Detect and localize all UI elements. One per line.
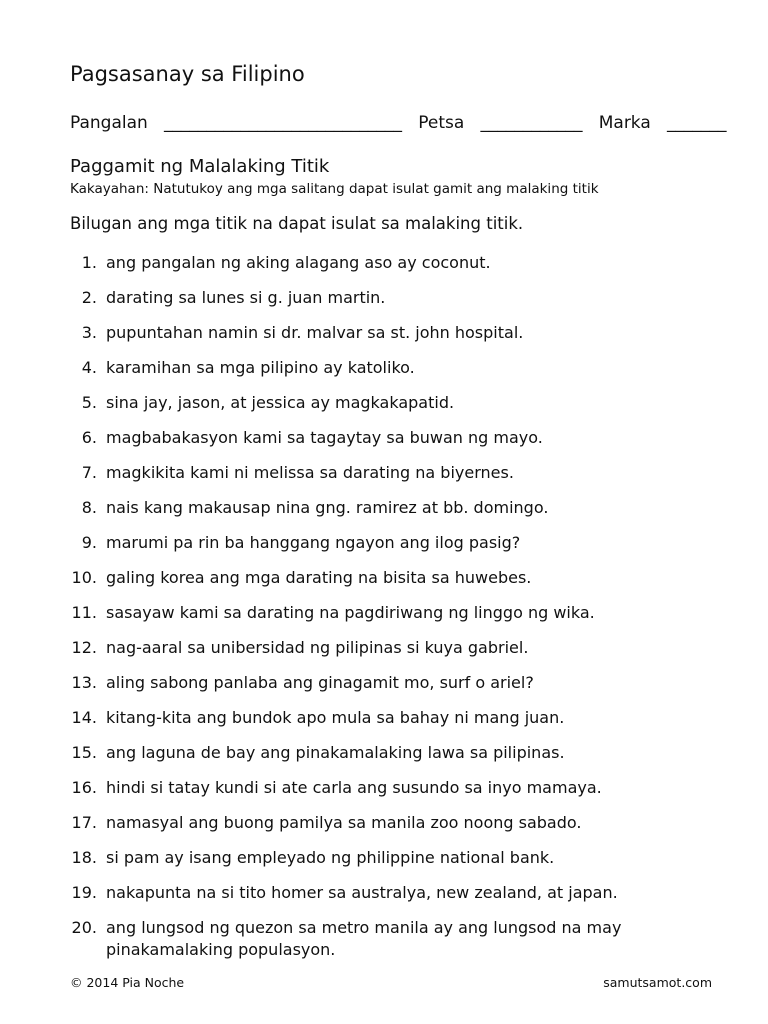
list-item — [70, 707, 720, 742]
list-item — [70, 812, 720, 847]
list-item — [70, 322, 720, 357]
item-text: ang laguna de bay ang pinakamalaking lawa sa pilipinas. — [106, 743, 565, 762]
list-item — [70, 637, 720, 672]
item-text: nais kang makausap nina gng. ramirez at bb. domingo. — [106, 498, 549, 517]
item-text: ang lungsod ng quezon sa metro manila ay ang lungsod na may pinakamalaking populasyon. — [106, 918, 622, 959]
item-number: 2. — [81, 288, 97, 307]
name-blank: ____________________________ — [164, 113, 403, 133]
item-number: 9. — [81, 533, 97, 552]
item-number: 10. — [71, 568, 97, 587]
item-number: 16. — [71, 778, 97, 797]
date-label: Petsa — [418, 113, 465, 133]
section-title: Paggamit ng Malalaking Titik — [70, 156, 330, 177]
item-number: 12. — [71, 638, 97, 657]
item-number: 1. — [81, 253, 97, 272]
item-number: 7. — [81, 463, 97, 482]
list-item — [70, 392, 720, 427]
instruction-text: Bilugan ang mga titik na dapat isulat sa malaking titik. — [70, 214, 524, 233]
list-item — [70, 567, 720, 602]
site-credit: samutsamot.com — [603, 975, 712, 990]
item-number: 19. — [71, 883, 97, 902]
item-text: aling sabong panlaba ang ginagamit mo, surf o ariel? — [106, 673, 534, 692]
copyright-notice: © 2014 Pia Noche — [70, 975, 185, 990]
item-text: sasayaw kami sa darating na pagdiriwang ng linggo ng wika. — [106, 603, 595, 622]
item-text: galing korea ang mga darating na bisita sa huwebes. — [106, 568, 532, 587]
item-text: ang pangalan ng aking alagang aso ay coconut. — [106, 253, 491, 272]
item-text: nag-aaral sa unibersidad ng pilipinas si kuya gabriel. — [106, 638, 529, 657]
date-blank: ____________ — [480, 113, 583, 133]
list-item — [70, 427, 720, 462]
list-item — [70, 917, 720, 961]
item-number: 20. — [71, 918, 97, 937]
item-text: nakapunta na si tito homer sa australya, new zealand, at japan. — [106, 883, 618, 902]
item-number: 17. — [71, 813, 97, 832]
item-text: karamihan sa mga pilipino ay katoliko. — [106, 358, 415, 377]
worksheet-page — [70, 0, 727, 1024]
item-text: si pam ay isang empleyado ng philippine national bank. — [106, 848, 555, 867]
item-text: magkikita kami ni melissa sa darating na biyernes. — [106, 463, 514, 482]
item-number: 18. — [71, 848, 97, 867]
list-item — [70, 672, 720, 707]
list-item — [70, 497, 720, 532]
list-item — [70, 742, 720, 777]
list-item — [70, 532, 720, 567]
name-label: Pangalan — [70, 113, 148, 133]
item-number: 6. — [81, 428, 97, 447]
list-item — [70, 847, 720, 882]
item-number: 4. — [81, 358, 97, 377]
list-item — [70, 252, 720, 287]
item-number: 11. — [71, 603, 97, 622]
list-item — [70, 602, 720, 637]
list-item — [70, 462, 720, 497]
item-text: magbabakasyon kami sa tagaytay sa buwan ng mayo. — [106, 428, 543, 447]
item-number: 15. — [71, 743, 97, 762]
exercise-list — [70, 252, 720, 961]
list-item — [70, 357, 720, 392]
item-text: pupuntahan namin si dr. malvar sa st. john hospital. — [106, 323, 524, 342]
item-text: marumi pa rin ba hanggang ngayon ang ilog pasig? — [106, 533, 521, 552]
student-info-line — [70, 113, 727, 133]
item-text: namasyal ang buong pamilya sa manila zoo noong sabado. — [106, 813, 582, 832]
grade-blank: _______ — [667, 113, 727, 133]
list-item — [70, 777, 720, 812]
item-number: 13. — [71, 673, 97, 692]
list-item — [70, 287, 720, 322]
item-number: 5. — [81, 393, 97, 412]
skill-description: Kakayahan: Natutukoy ang mga salitang dapat isulat gamit ang malaking titik — [70, 181, 599, 197]
page-title: Pagsasanay sa Filipino — [70, 62, 305, 86]
item-number: 14. — [71, 708, 97, 727]
item-text: kitang-kita ang bundok apo mula sa bahay ni mang juan. — [106, 708, 565, 727]
item-number: 3. — [81, 323, 97, 342]
item-text: darating sa lunes si g. juan martin. — [106, 288, 386, 307]
list-item — [70, 882, 720, 917]
grade-label: Marka — [598, 113, 651, 133]
item-number: 8. — [81, 498, 97, 517]
item-text: hindi si tatay kundi si ate carla ang susundo sa inyo mamaya. — [106, 778, 602, 797]
item-text: sina jay, jason, at jessica ay magkakapatid. — [106, 393, 455, 412]
